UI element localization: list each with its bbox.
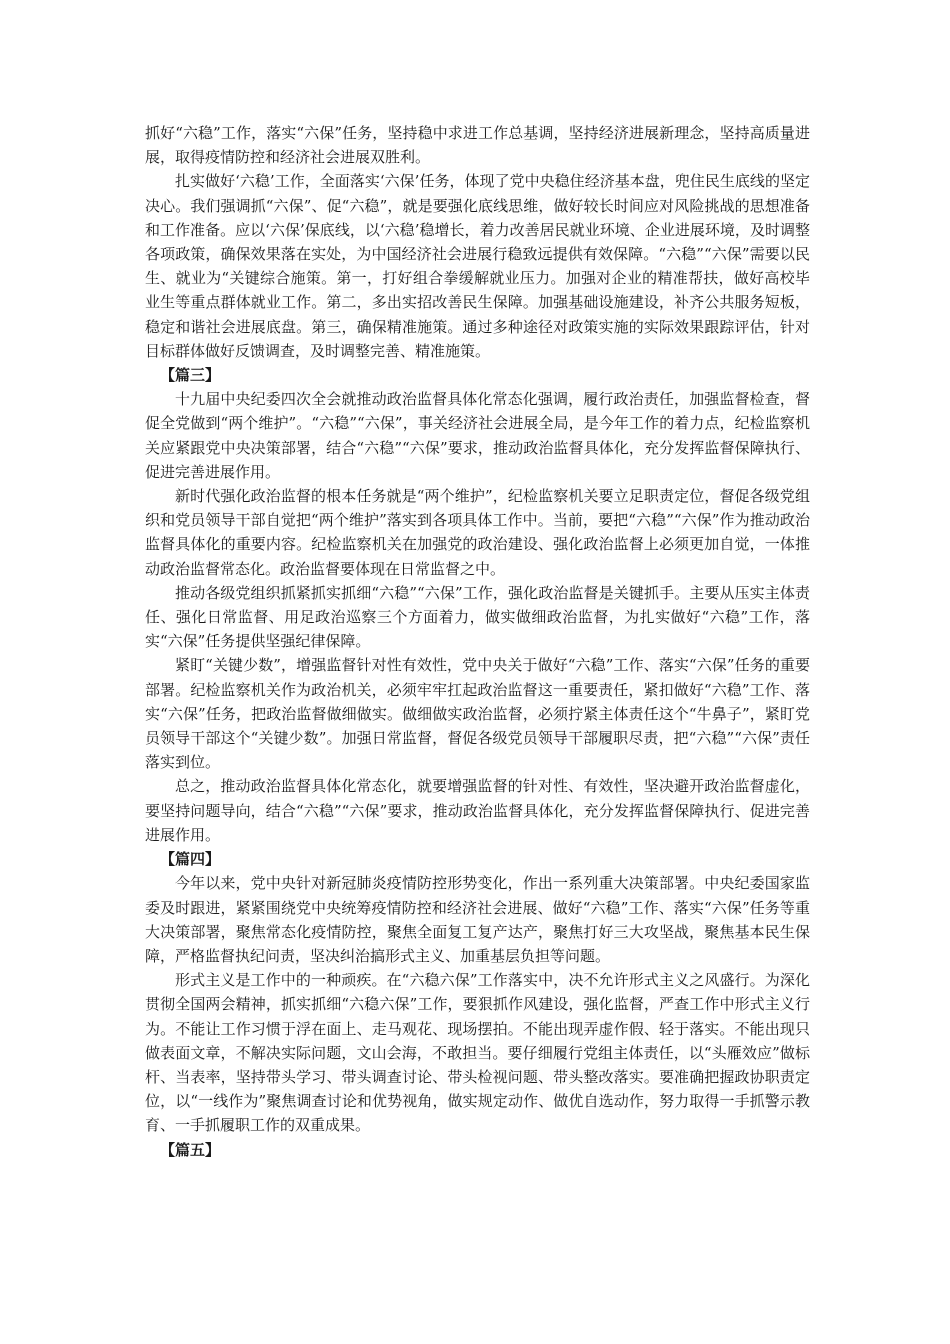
paragraph-six-stability: 扎实做好‘六稳’工作，全面落实‘六保’任务，体现了党中央稳住经济基本盘，兜住民生底线的坚定决心。我们强调抓“六保”、促“六稳”，就是要强化底线思维，做好较长时间应对风险挑战的思想准备和工作准备。应以‘六保’保底线，以‘六稳’稳增长，着力改善居民就业环境、企业进展环境，及时调整各项政策，确保效果落在实处，为中国经济社会进展行稳致远提供有效保障。“六稳”“六保”需要以民生、就业为“关键综合施策。第一，打好组合拳缓解就业压力。加强对企业的精准帮扶，做好高校毕业生等重点群体就业工作。第二，多出实招改善民生保障。加强基础设施建设，补齐公共服务短板，稳定和谐社会进展底盘。第三，确保精准施策。通过多种途径对政策实施的实际效果跟踪评估，针对目标群体做好反馈调查，及时调整完善、精准施策。 — [145, 172, 810, 360]
paragraph-party-organizations: 推动各级党组织抓紧抓实抓细“六稳”“六保”工作，强化政治监督是关键抓手。主要从压实主体责任、强化日常监督、用足政治巡察三个方面着力，做实做细政治监督，为扎实做好“六稳”工作，落实“六保”任务提供坚强纪律保障。 — [145, 583, 810, 651]
paragraph-conclusion: 总之，推动政治监督具体化常态化，就要增强监督的针对性、有效性，坚决避开政治监督虚化，要坚持问题导向，结合“六稳”“六保”要求，推动政治监督具体化，充分发挥监督保障执行、促进完善进展作用。 — [145, 777, 810, 844]
section-heading-part-four: 【篇四】 — [160, 850, 221, 869]
paragraph-political-supervision: 十九届中央纪委四次全会就推动政治监督具体化常态化强调，履行政治责任，加强监督检查，督促全党做到“两个维护”。“六稳”“六保”，事关经济社会进展全局，是今年工作的着力点，纪检监察机关应紧跟党中央决策部署，结合“六稳”“六保”要求，推动政治监督具体化，充分发挥监督保障执行、促进完善进展作用。 — [145, 390, 810, 481]
section-heading-part-three: 【篇三】 — [160, 366, 221, 385]
document-body — [145, 121, 810, 1162]
paragraph-two-safeguards: 新时代强化政治监督的根本任务就是“两个维护”，纪检监察机关要立足职责定位，督促各级党组织和党员领导干部自觉把“两个维护”落实到各项具体工作中。当前，要把“六稳”“六保”作为推动政治监督具体化的重要内容。纪检监察机关在加强党的政治建设、强化政治监督上必须更加自觉，一体推动政治监督常态化。政治监督要体现在日常监督之中。 — [145, 487, 810, 578]
paragraph-key-minority: 紧盯“关键少数”，增强监督针对性有效性，党中央关于做好“六稳”工作、落实“六保”任务的重要部署。纪检监察机关作为政治机关，必须牢牢扛起政治监督这一重要责任，紧扣做好“六稳”工作、落实“六保”任务，把政治监督做细做实。做细做实政治监督，必须拧紧主体责任这个“牛鼻子”，紧盯党员领导干部这个“关键少数”。加强日常监督，督促各级党员领导干部履职尽责，把“六稳”“六保”责任落实到位。 — [145, 656, 810, 772]
section-heading-part-five: 【篇五】 — [160, 1140, 221, 1159]
paragraph-epidemic-decisions: 今年以来，党中央针对新冠肺炎疫情防控形势变化，作出一系列重大决策部署。中央纪委国家监委及时跟进，紧紧围绕党中央统筹疫情防控和经济社会进展、做好“六稳”工作、落实“六保”任务等重大决策部署，聚焦常态化疫情防控，聚焦全面复工复产达产，聚焦打好三大攻坚战，聚焦基本民生保障，严格监督执纪问责，坚决纠治搞形式主义、加重基层负担等问题。 — [145, 874, 810, 965]
paragraph-formalism: 形式主义是工作中的一种顽疾。在“六稳六保”工作落实中，决不允许形式主义之风盛行。为深化贯彻全国两会精神，抓实抓细“六稳六保”工作，要狠抓作风建设，强化监督，严查工作中形式主义行为。不能让工作习惯于浮在面上、走马观花、现场摆拍。不能出现弄虚作假、轻于落实。不能出现只做表面文章，不解决实际问题，文山会海，不敢担当。要仔细履行党组主体责任，以“头雁效应”做标杆、当表率，坚持带头学习、带头调查讨论、带头检视问题、带头整改落实。要准确把握政协职责定位，以“一线作为”聚焦调查讨论和优势视角，做实规定动作、做优自选动作，努力取得一手抓警示教育、一手抓履职工作的双重成果。 — [145, 971, 810, 1135]
paragraph-intro-continuation: 抓好“六稳”工作，落实“六保”任务，坚持稳中求进工作总基调，坚持经济进展新理念，坚持高质量进展，取得疫情防控和经济社会进展双胜利。 — [145, 124, 810, 167]
